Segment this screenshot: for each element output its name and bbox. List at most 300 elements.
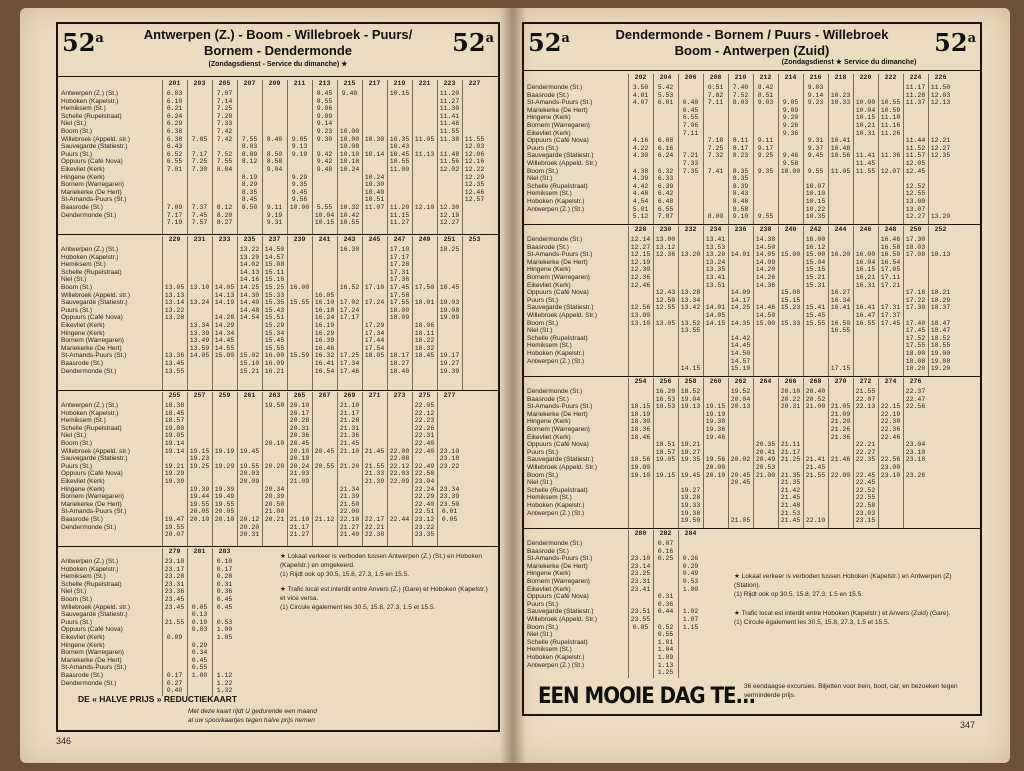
departure-time [804,107,827,115]
departure-time: 13.28 [680,289,701,297]
departure-time: 12.14 [630,236,651,243]
departure-time [188,368,211,376]
departure-time [463,368,486,376]
departure-time: 0.55 [657,631,674,639]
departure-time: 20.53 [755,463,776,471]
departure-time: 13.20 [680,251,701,259]
departure-time [629,297,652,305]
departure-time: 1.01 [657,638,674,646]
station-name: Boom (St.) [527,167,559,175]
departure-time: 20.55 [314,462,335,470]
station-name: Niel (St.) [61,276,87,284]
train-column [437,392,461,547]
departure-time [413,98,436,106]
departure-time [188,596,211,604]
departure-time [729,122,752,130]
departure-time [654,114,677,122]
departure-time: 18.57 [655,448,676,456]
departure-time [904,517,927,525]
departure-time [388,174,411,182]
departure-time [188,470,211,478]
departure-time [463,307,486,315]
departure-time: 6.33 [657,175,674,183]
departure-time [438,261,461,269]
departure-time [238,440,261,448]
departure-time: 20.05 [189,508,210,516]
departure-time [754,175,777,183]
departure-time [654,517,677,525]
departure-time [704,350,727,358]
departure-time [213,246,236,254]
departure-time [929,114,952,122]
station-name: Hemiksem (St.) [61,417,106,425]
departure-time [679,342,702,350]
departure-time: 6.16 [657,144,674,152]
departure-time: 9.58 [782,159,799,167]
departure-time [388,493,411,501]
departure-time: 17.34 [339,359,360,367]
departure-time [363,276,386,284]
departure-time: 16.00 [805,236,826,243]
station-name: Oppuurs (Café Nova) [61,470,123,478]
train-number: 251 [443,236,456,243]
departure-time: 22.00 [389,447,410,455]
departure-time: 16.20 [655,388,676,395]
departure-time: 6.24 [166,112,183,120]
departure-time [263,98,286,106]
departure-time [263,455,286,463]
departure-time: 10.32 [339,203,360,211]
departure-time: 13.41 [705,273,726,281]
departure-time [213,360,236,368]
departure-time [363,261,386,269]
departure-time: 15.04 [805,258,826,266]
departure-time: 17.36 [389,276,410,284]
departure-time [754,289,777,297]
departure-time: 19.10 [630,471,651,479]
departure-time: 19.39 [214,485,235,493]
departure-time: 22.00 [339,508,360,516]
departure-time: 19.27 [680,448,701,456]
departure-time: 6.32 [657,167,674,175]
departure-time: 16.00 [264,352,285,360]
departure-time: 9.26 [782,121,799,129]
departure-time [904,494,927,502]
train-column [653,530,677,678]
train-column [437,236,461,391]
departure-time [754,327,777,335]
route-number-left-2: 52$^a$ [452,28,494,57]
departure-time [879,388,902,396]
departure-time: 10.00 [339,135,360,143]
departure-time: 13.51 [705,281,726,289]
departure-time [338,470,361,478]
departure-time [463,360,486,368]
departure-time: 1.13 [657,661,674,669]
departure-time: 1.15 [682,623,699,631]
departure-time [238,455,261,463]
timetable-section [58,546,278,696]
departure-time [388,330,411,338]
departure-time [629,654,652,662]
departure-time: 16.21 [264,367,285,375]
departure-time: 9.29 [291,173,308,181]
departure-time [854,335,877,343]
departure-time [654,464,677,472]
departure-time [388,105,411,113]
departure-time [754,365,777,373]
departure-time: 17.44 [364,337,385,345]
departure-time: 14.13 [239,268,260,276]
departure-time: 19.47 [164,515,185,523]
departure-time [804,289,827,297]
departure-time [213,402,236,410]
departure-time [213,455,236,463]
departure-time: 6.55 [657,205,674,213]
departure-time: 8.48 [732,197,749,205]
station-name: Puurs (St.) [61,618,93,626]
departure-time [704,335,727,343]
departure-time: 9.04 [266,165,283,173]
departure-time [288,212,311,220]
departure-time [879,449,902,457]
departure-time: 14.45 [730,342,751,350]
departure-time: 11.50 [930,84,951,91]
departure-time [163,664,186,672]
departure-time: 8.58 [266,158,283,166]
departure-time: 23.10 [905,448,926,456]
departure-time: 18.55 [930,342,951,350]
departure-time [904,312,927,320]
train-column [728,74,752,225]
departure-time [829,342,852,350]
departure-time [654,510,677,518]
train-column [628,74,652,225]
departure-time [829,183,852,191]
departure-time: 10.48 [830,144,851,152]
departure-time: 14.54 [239,314,260,322]
departure-time [438,425,461,433]
departure-time: 7.14 [216,97,233,105]
station-name: Antwerpen (Z.) (St.) [527,509,585,517]
departure-time: 8.50 [241,203,258,211]
departure-time [704,479,727,487]
departure-time: 19.35 [680,456,701,464]
station-name: Mariekerke (De Hert) [61,188,122,196]
note-text: (1) Rijdt ook op 30.5, 15.8, 27.3, 1.5 en 15.5. [280,571,410,578]
departure-time: 0.17 [166,671,183,679]
departure-time [188,261,211,269]
departure-time [654,350,677,358]
departure-time: 12.45 [905,167,926,175]
station-name: Hemiksem (St.) [527,190,572,198]
station-name: Schelle (Rupelstraat) [527,334,588,342]
departure-time [388,98,411,106]
departure-time: 16.47 [855,311,876,319]
train-number: 232 [684,226,697,233]
departure-time: 11.55 [464,135,485,143]
departure-time [213,470,236,478]
departure-time [313,276,336,284]
departure-time: 18.52 [930,334,951,342]
left-timetable-frame [56,22,500,732]
departure-time [338,322,361,330]
departure-time [629,342,652,350]
departure-time [654,578,677,586]
departure-time [829,84,852,92]
departure-time [363,314,386,322]
departure-time [338,254,361,262]
timetable-section [524,376,980,529]
station-name: Baasrode (St.) [61,515,103,523]
departure-time: 10.22 [805,205,826,213]
departure-time [679,669,702,677]
departure-time [388,402,411,410]
departure-time [779,327,802,335]
departure-time [854,426,877,434]
departure-time [679,654,702,662]
departure-time: 16.18 [314,306,335,314]
departure-time [904,274,927,282]
departure-time: 7.35 [682,167,699,175]
departure-time: 6.10 [166,97,183,105]
station-name: Oppuurs (Café Nova) [527,289,589,297]
departure-time: 14.25 [239,283,260,291]
departure-time [438,322,461,330]
departure-time: 18.32 [414,344,435,352]
departure-time [363,120,386,128]
station-name: Baasrode (St.) [527,91,569,99]
departure-time: 21.10 [339,447,360,455]
departure-time [438,432,461,440]
train-number: 264 [759,378,772,385]
departure-time: 8.09 [241,150,258,158]
station-name: Niel (St.) [61,120,87,128]
departure-time: 7.55 [241,135,258,143]
station-name: Sauvegarde (Statiestr.) [61,611,128,619]
departure-time [263,410,286,418]
departure-time: 9.55 [807,167,824,175]
departure-time [679,593,702,601]
departure-time: 16.54 [314,367,335,375]
station-name: Eikevliet (Kerk) [61,633,105,641]
station-name: Oppuurs (Café Nova) [61,158,123,166]
departure-time [654,259,677,267]
departure-time [654,130,677,138]
departure-time: 4.07 [632,99,649,107]
departure-time [729,411,752,419]
departure-time [213,642,236,650]
departure-time: 10.00 [339,127,360,135]
train-number: 262 [734,378,747,385]
departure-time: 13.05 [164,283,185,291]
departure-time [879,342,902,350]
departure-time: 8.35 [241,188,258,196]
departure-time [704,494,727,502]
departure-time: 6.08 [657,137,674,145]
departure-time [879,396,902,404]
train-number: 268 [809,378,822,385]
departure-time [363,212,386,220]
departure-time: 7.30 [191,165,208,173]
departure-time: 23.31 [630,577,651,585]
departure-time: 18.51 [655,441,676,449]
departure-time [263,524,286,532]
train-number: 274 [884,378,897,385]
station-name: Oppuurs (Café Nova) [527,593,589,601]
departure-time [804,434,827,442]
departure-time [729,236,752,244]
departure-time [263,196,286,204]
departure-time [679,84,702,92]
departure-time: 16.54 [880,258,901,266]
departure-time: 9.46 [782,152,799,160]
departure-time: 15.33 [780,319,801,327]
departure-time [188,90,211,98]
train-number: 238 [759,226,772,233]
station-name: Dendermonde (St.) [527,540,583,547]
departure-time [288,105,311,113]
departure-time: 15.10 [239,359,260,367]
station-name: Boom (St.) [527,471,559,479]
departure-time: 8.19 [241,173,258,181]
train-column [853,226,877,377]
departure-time: 13.52 [680,319,701,327]
departure-time [363,440,386,448]
departure-time [288,508,311,516]
departure-time [288,322,311,330]
departure-time: 19.09 [439,314,460,322]
departure-time [363,246,386,254]
departure-time [729,487,752,495]
departure-time [363,98,386,106]
departure-time: 18.03 [905,243,926,251]
departure-time: 21.27 [289,531,310,539]
departure-time [779,190,802,198]
train-number: 205 [218,80,231,87]
departure-time [313,402,336,410]
departure-time: 17.11 [880,273,901,281]
departure-time [263,105,286,113]
departure-time: 14.38 [755,236,776,243]
departure-time [313,261,336,269]
train-column [828,74,852,225]
departure-time: 5.55 [316,203,333,211]
departure-time [679,631,702,639]
departure-time [313,143,336,151]
departure-time: 14.20 [755,266,776,274]
departure-time [704,327,727,335]
departure-time [463,284,486,292]
train-column [437,80,461,235]
departure-time: 10.56 [830,152,851,160]
departure-time: 12.03 [464,143,485,151]
station-name: Oppuurs (Café Nova) [61,626,123,634]
departure-time [313,246,336,254]
departure-time: 15.21 [239,367,260,375]
departure-time: 13.35 [705,266,726,274]
departure-time [654,426,677,434]
departure-time [438,174,461,182]
departure-time: 23.51 [630,608,651,616]
departure-time: 1.09 [657,653,674,661]
departure-time [629,662,652,670]
departure-time: 12.27 [630,243,651,251]
departure-time: 20.45 [314,447,335,455]
departure-time [879,84,902,92]
departure-time: 20.17 [289,409,310,417]
departure-time [288,493,311,501]
departure-time [463,314,486,322]
departure-time [413,360,436,368]
departure-time [413,90,436,98]
departure-time [188,246,211,254]
book-spread [20,8,1010,763]
departure-time [438,196,461,204]
departure-time [879,145,902,153]
departure-time: 21.35 [780,471,801,479]
train-column [703,74,727,225]
departure-time: 22.10 [339,515,360,523]
departure-time: 21.45 [339,439,360,447]
route-number-left: 52$^a$ [62,28,104,57]
departure-time [338,261,361,269]
departure-time: 17.25 [339,352,360,360]
departure-time [729,266,752,274]
departure-time: 21.50 [339,500,360,508]
departure-time [754,297,777,305]
station-name: Hoboken (Kapelstr.) [527,501,585,509]
departure-time: 13.29 [239,253,260,261]
departure-time [363,143,386,151]
departure-time [263,174,286,182]
train-number: 201 [168,80,181,87]
departure-time: 9.11 [266,203,283,211]
departure-time: 22.46 [880,433,901,441]
station-name: Hingene (Kerk) [61,485,105,493]
departure-time [829,259,852,267]
departure-time [338,345,361,353]
train-column [312,236,336,391]
departure-time [904,411,927,419]
departure-time [313,470,336,478]
station-name: Mariekerke (De Hert) [527,410,588,418]
departure-time: 18.25 [439,246,460,253]
left-header [58,24,498,77]
station-name: Hoboken (Kapelstr.) [61,253,119,261]
train-column [287,392,311,547]
departure-time: 17.21 [880,281,901,289]
train-number: 213 [318,80,331,87]
departure-time: 21.45 [805,463,826,471]
departure-time: 5.01 [632,205,649,213]
departure-time [854,183,877,191]
departure-time [854,342,877,350]
departure-time [288,337,311,345]
departure-time [263,432,286,440]
departure-time: 13.14 [164,299,185,307]
departure-time [754,198,777,206]
departure-time: 17.24 [339,306,360,314]
departure-time: 17.55 [905,342,926,350]
station-name: Antwerpen (Z.) (St.) [61,246,119,253]
departure-time [263,128,286,136]
departure-time [413,307,436,315]
departure-time: 20.45 [730,471,751,479]
departure-time [463,299,486,307]
departure-time [929,259,952,267]
departure-time [213,261,236,269]
